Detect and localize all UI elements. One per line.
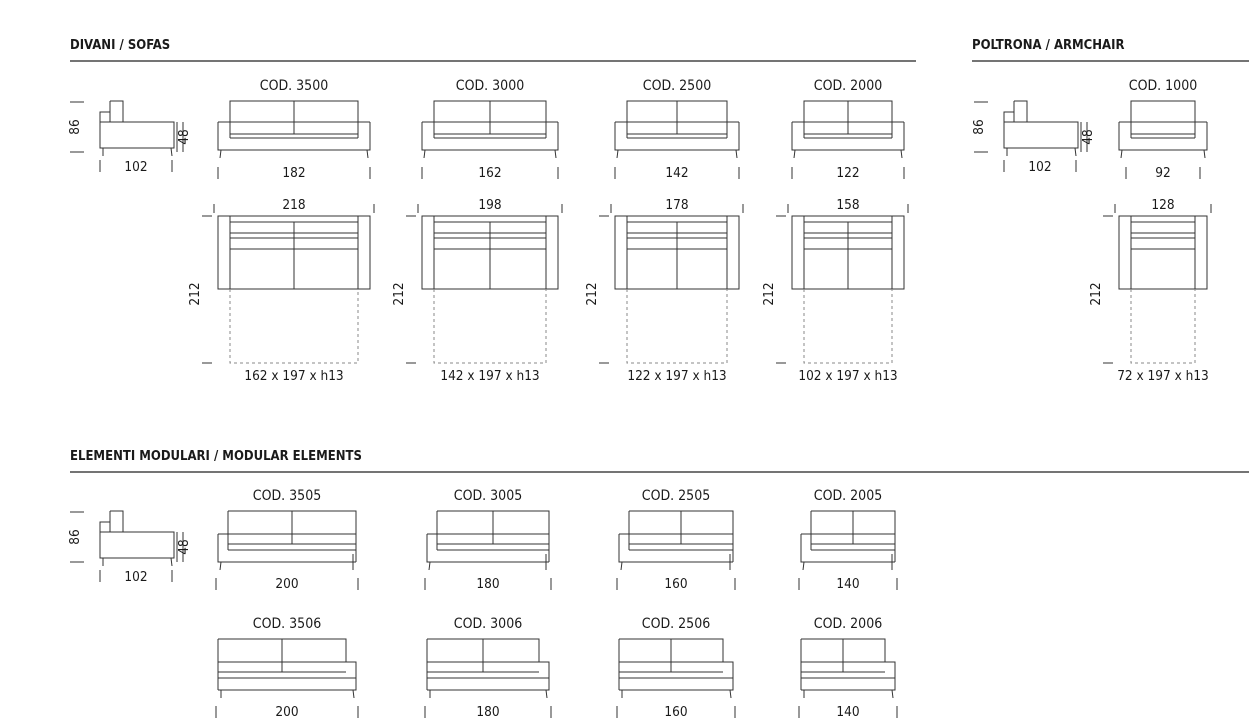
bed-size-label: 102 x 197 x h13 <box>798 368 898 384</box>
sofa-item <box>584 78 743 384</box>
modular-section-title: ELEMENTI MODULARI / MODULAR ELEMENTS <box>70 449 362 464</box>
product-code: COD. 3006 <box>453 616 523 632</box>
front-width-label: 182 <box>282 165 306 181</box>
side-seat-label: 48 <box>176 129 192 145</box>
top-width-label: 128 <box>1151 197 1175 213</box>
product-code: COD. 2500 <box>642 78 712 94</box>
side-depth-label: 102 <box>124 569 148 585</box>
sofa-item <box>391 78 562 384</box>
side-height-label: 86 <box>971 119 987 135</box>
bed-size-label: 72 x 197 x h13 <box>1117 368 1209 384</box>
width-label: 140 <box>836 576 860 592</box>
width-label: 180 <box>476 704 500 720</box>
product-code: COD. 2005 <box>813 488 883 504</box>
top-depth-label: 212 <box>187 282 203 306</box>
side-height-label: 86 <box>67 529 83 545</box>
top-depth-label: 212 <box>1088 282 1104 306</box>
width-label: 160 <box>664 704 688 720</box>
side-view <box>67 101 192 175</box>
width-label: 200 <box>275 576 299 592</box>
product-code: COD. 3505 <box>252 488 322 504</box>
side-depth-label: 102 <box>1028 159 1052 175</box>
modular-item <box>216 488 358 592</box>
sofa-item <box>187 78 374 384</box>
front-width-label: 122 <box>836 165 860 181</box>
sofas-section-title: DIVANI / SOFAS <box>70 38 171 53</box>
side-view <box>971 101 1096 175</box>
top-depth-label: 212 <box>584 282 600 306</box>
width-label: 160 <box>664 576 688 592</box>
product-code: COD. 3500 <box>259 78 329 94</box>
top-depth-label: 212 <box>761 282 777 306</box>
product-code: COD. 1000 <box>1128 78 1198 94</box>
modular-item <box>617 616 735 720</box>
bed-size-label: 142 x 197 x h13 <box>440 368 540 384</box>
modular-item <box>425 488 551 592</box>
product-code: COD. 2000 <box>813 78 883 94</box>
top-width-label: 218 <box>282 197 306 213</box>
sofa-item <box>761 78 908 384</box>
modular-section <box>70 449 1249 472</box>
top-width-label: 178 <box>665 197 689 213</box>
sofas-section <box>70 38 916 61</box>
front-width-label: 162 <box>478 165 502 181</box>
modular-item <box>617 488 735 592</box>
side-view <box>67 511 192 585</box>
product-code: COD. 2006 <box>813 616 883 632</box>
width-label: 180 <box>476 576 500 592</box>
front-width-label: 142 <box>665 165 689 181</box>
modular-item <box>799 616 897 720</box>
bed-size-label: 122 x 197 x h13 <box>627 368 727 384</box>
side-depth-label: 102 <box>124 159 148 175</box>
side-seat-label: 48 <box>176 539 192 555</box>
product-code: COD. 3506 <box>252 616 322 632</box>
armchair-item <box>1088 78 1211 384</box>
armchair-section <box>972 38 1249 61</box>
bed-size-label: 162 x 197 x h13 <box>244 368 344 384</box>
modular-item <box>425 616 551 720</box>
product-code: COD. 3005 <box>453 488 523 504</box>
modular-item <box>799 488 897 592</box>
product-code: COD. 2506 <box>641 616 711 632</box>
top-depth-label: 212 <box>391 282 407 306</box>
armchair-section-title: POLTRONA / ARMCHAIR <box>972 38 1125 53</box>
front-width-label: 92 <box>1155 165 1171 181</box>
width-label: 140 <box>836 704 860 720</box>
product-code: COD. 2505 <box>641 488 711 504</box>
width-label: 200 <box>275 704 299 720</box>
product-code: COD. 3000 <box>455 78 525 94</box>
top-width-label: 158 <box>836 197 860 213</box>
side-height-label: 86 <box>67 119 83 135</box>
modular-item <box>216 616 358 720</box>
top-width-label: 198 <box>478 197 502 213</box>
side-seat-label: 48 <box>1080 129 1096 145</box>
